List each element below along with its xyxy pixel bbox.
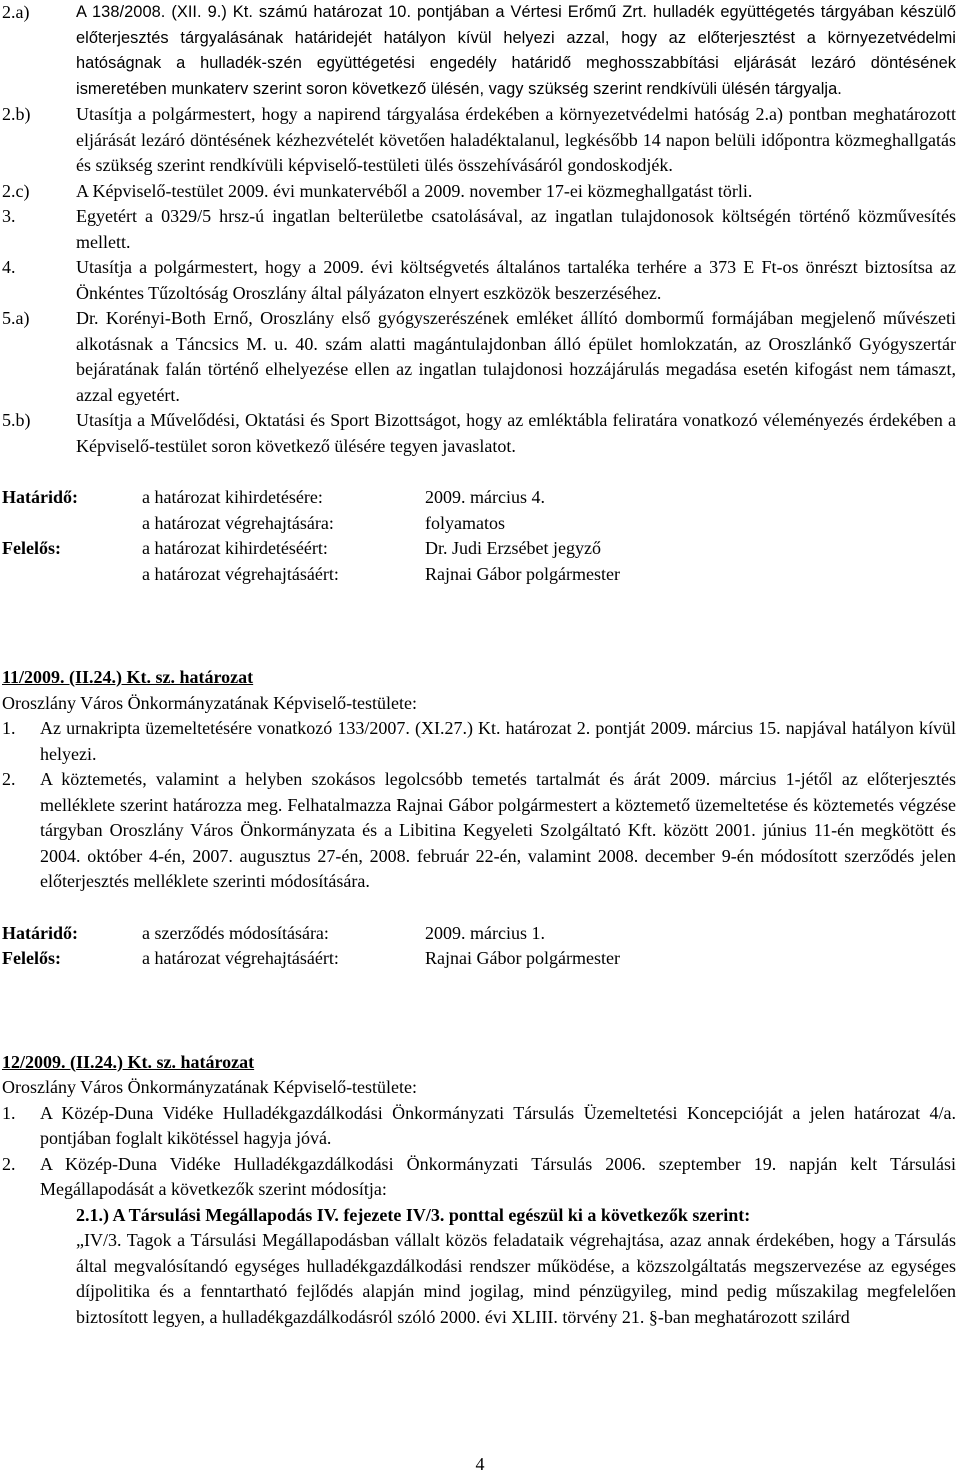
deadline-what: a szerződés módosítására:	[142, 922, 329, 943]
resolution-body-intro: Oroszlány Város Önkormányzatának Képviselő-testülete:	[2, 692, 418, 713]
responsible-value: Rajnai Gábor polgármester	[425, 563, 620, 584]
item-text: Utasítja a polgármestert, hogy a napirend tárgyalása érdekében a környezetvédelmi hatóság 2.a) pontban meghatározott eljárását lezáró döntésének kézhezvételét követően haladéktalanul, legkésőbb 14 napon belüli időpontra közmeghallgatás és szükség szerint rendkívüli képviselő-testületi ülés összehívásáról gondoskodjék.	[76, 104, 956, 175]
section-1-deadlines	[2, 485, 956, 587]
spacer	[2, 895, 956, 921]
resolution-title: 12/2009. (II.24.) Kt. sz. határozat	[2, 1051, 255, 1072]
item-number: 4.	[2, 257, 16, 277]
spacer	[2, 972, 956, 1050]
section-1-items	[2, 0, 956, 459]
list-item	[2, 408, 956, 459]
quoted-text: „IV/3. Tagok a Társulási Megállapodásban vállalt közös feladataik végrehajtása, azaz annak érdekében, hogy a Társulás által megvalósítandó egységes hulladékgazdálkodási rendszer működése, a közszolgáltatás megszervezése az egységes díjpolitika és a fenntartható fejlődés alapján mind jogilag, mind pénzügyileg, mind pedig műszakilag megfelelően biztosított legyen, a hulladékgazdálkodásról szóló 2000. évi XLIII. törvény 21. §-ban meghatározott szilárd	[76, 1230, 956, 1327]
item-text: A köztemetés, valamint a helyben szokásos legolcsóbb temetés tartalmát és árát 2009. március 1-jétől az előterjesztés melléklete szerint határozza meg. Felhatalmazza Rajnai Gábor polgármestert a köztemető üzemeltetése és köztemetés végzése tárgyban Oroszlány Város Önkormányzata és a Libitina Kegyeleti Szolgáltató Kft. között 2001. június 11-én megkötött és 2004. október 4-én, 2007. augusztus 27-én, 2008. február 22-én, valamint 2008. december 9-én módosított szerződés jelen előterjesztés melléklete szerinti módosítására.	[40, 769, 956, 891]
item-number: 2.c)	[2, 180, 30, 201]
deadline-row	[2, 511, 956, 537]
list-item	[2, 306, 956, 408]
deadline-row	[2, 921, 956, 947]
item-text: Utasítja a Művelődési, Oktatási és Sport Bizottságot, hogy az emléktábla feliratára vonatkozó véleményezés érdekében a Képviselő-testület soron következő ülésére tegyen javaslatot.	[76, 410, 956, 456]
item-text: A Képviselő-testület 2009. évi munkatervéből a 2009. november 17-ei közmeghallgatást törli.	[76, 180, 753, 201]
list-item	[2, 102, 956, 179]
spacer	[2, 587, 956, 665]
list-item	[2, 179, 956, 205]
list-item	[2, 716, 956, 767]
item-number: 5.a)	[2, 308, 30, 328]
responsible-row	[2, 562, 956, 588]
responsible-what: a határozat kihirdetéséért:	[142, 538, 328, 558]
responsible-label: Felelős:	[2, 948, 61, 968]
section-2-deadlines	[2, 921, 956, 972]
responsible-value: Rajnai Gábor polgármester	[425, 948, 620, 968]
list-item	[2, 1101, 956, 1152]
responsible-row	[2, 946, 956, 972]
item-text: A Közép-Duna Vidéke Hulladékgazdálkodási Önkormányzati Társulás Üzemeltetési Koncepcióját a jelen határozat 4/a. pontjában foglalt kikötéssel hagyja jóvá.	[40, 1102, 956, 1148]
item-text: Dr. Korényi-Both Ernő, Oroszlány első gyógyszerészének emléket állító dombormű formájában megjelenő művészeti alkotásnak a Táncsics M. u. 40. szám alatti magántulajdonban álló épület homlokzatán, az Oroszlánkő Gyógyszertár bejáratának falán történő elhelyezése ellen az ingatlan tulajdonosi hozzájárulás megadása esetén kifogást nem támaszt, azzal egyetért.	[76, 308, 956, 405]
item-text: A Közép-Duna Vidéke Hulladékgazdálkodási Önkormányzati Társulás 2006. szeptember 19. napján kelt Társulási Megállapodását a következők szerint módosítja:	[40, 1153, 956, 1199]
item-number: 2.a)	[2, 2, 30, 22]
responsible-what: a határozat végrehajtásáért:	[142, 563, 339, 584]
deadline-value: 2009. március 1.	[425, 922, 545, 943]
item-text: Utasítja a polgármestert, hogy a 2009. évi költségvetés általános tartaléka terhére a 373 E Ft-os önrészt biztosítsa az Önkéntes Tűzoltóság Oroszlány által pályázaton elnyert eszközök beszerzéséhez.	[76, 257, 956, 303]
page-number: 4	[475, 1454, 485, 1474]
responsible-row	[2, 536, 956, 562]
responsible-what: a határozat végrehajtásáért:	[142, 948, 339, 968]
section-2	[2, 665, 956, 895]
deadline-value: folyamatos	[425, 512, 505, 533]
item-text: A 138/2008. (XII. 9.) Kt. számú határozat 10. pontjában a Vértesi Erőmű Zrt. hulladék együttégetés tárgyában készülő előterjesztés tárgyalásának határidejét hatályon kívül helyezi azzal, hogy az előterjesztést a környezetvédelmi hatóságnak a hulladék-szén együttégetési engedély határidő meghosszabbítási eljárását lezáró döntésének ismeretében munkaterv szerint soron következő ülésén, vagy szükség szerint rendkívüli ülésén tárgyalja.	[76, 3, 956, 98]
item-number: 1.	[2, 718, 16, 738]
deadline-row	[2, 485, 956, 511]
deadline-label: Határidő:	[2, 487, 78, 507]
item-number: 3.	[2, 206, 16, 226]
responsible-label: Felelős:	[2, 538, 61, 558]
item-number: 2.	[2, 769, 16, 789]
item-number: 5.b)	[2, 410, 31, 430]
document-page	[2, 0, 956, 1330]
deadline-label	[2, 511, 142, 537]
deadline-value: 2009. március 4.	[425, 487, 545, 507]
responsible-value: Dr. Judi Erzsébet jegyző	[425, 538, 601, 558]
resolution-body-intro: Oroszlány Város Önkormányzatának Képviselő-testülete:	[2, 1077, 418, 1097]
item-number: 1.	[2, 1102, 16, 1123]
item-text: Egyetért a 0329/5 hrsz-ú ingatlan belterületbe csatolásával, az ingatlan tulajdonosok költségén történő közművesítés mellett.	[76, 206, 956, 252]
spacer	[2, 459, 956, 485]
deadline-label: Határidő:	[2, 922, 78, 943]
list-item	[2, 255, 956, 306]
list-item	[2, 204, 956, 255]
list-item	[2, 0, 956, 102]
section-3	[2, 1050, 956, 1331]
item-number: 2.	[2, 1153, 16, 1174]
resolution-title: 11/2009. (II.24.) Kt. sz. határozat	[2, 667, 254, 687]
deadline-what: a határozat végrehajtására:	[142, 512, 334, 533]
list-item	[2, 1152, 956, 1203]
deadline-what: a határozat kihirdetésére:	[142, 487, 323, 507]
subsection-heading: 2.1.) A Társulási Megállapodás IV. fejezete IV/3. ponttal egészül ki a következők szerint:	[76, 1204, 751, 1225]
item-number: 2.b)	[2, 104, 31, 124]
item-text: Az urnakripta üzemeltetésére vonatkozó 133/2007. (XI.27.) Kt. határozat 2. pontját 2009. március 15. napjával hatályon kívül helyezi.	[40, 718, 956, 764]
responsible-label	[2, 562, 142, 588]
list-item	[2, 767, 956, 895]
